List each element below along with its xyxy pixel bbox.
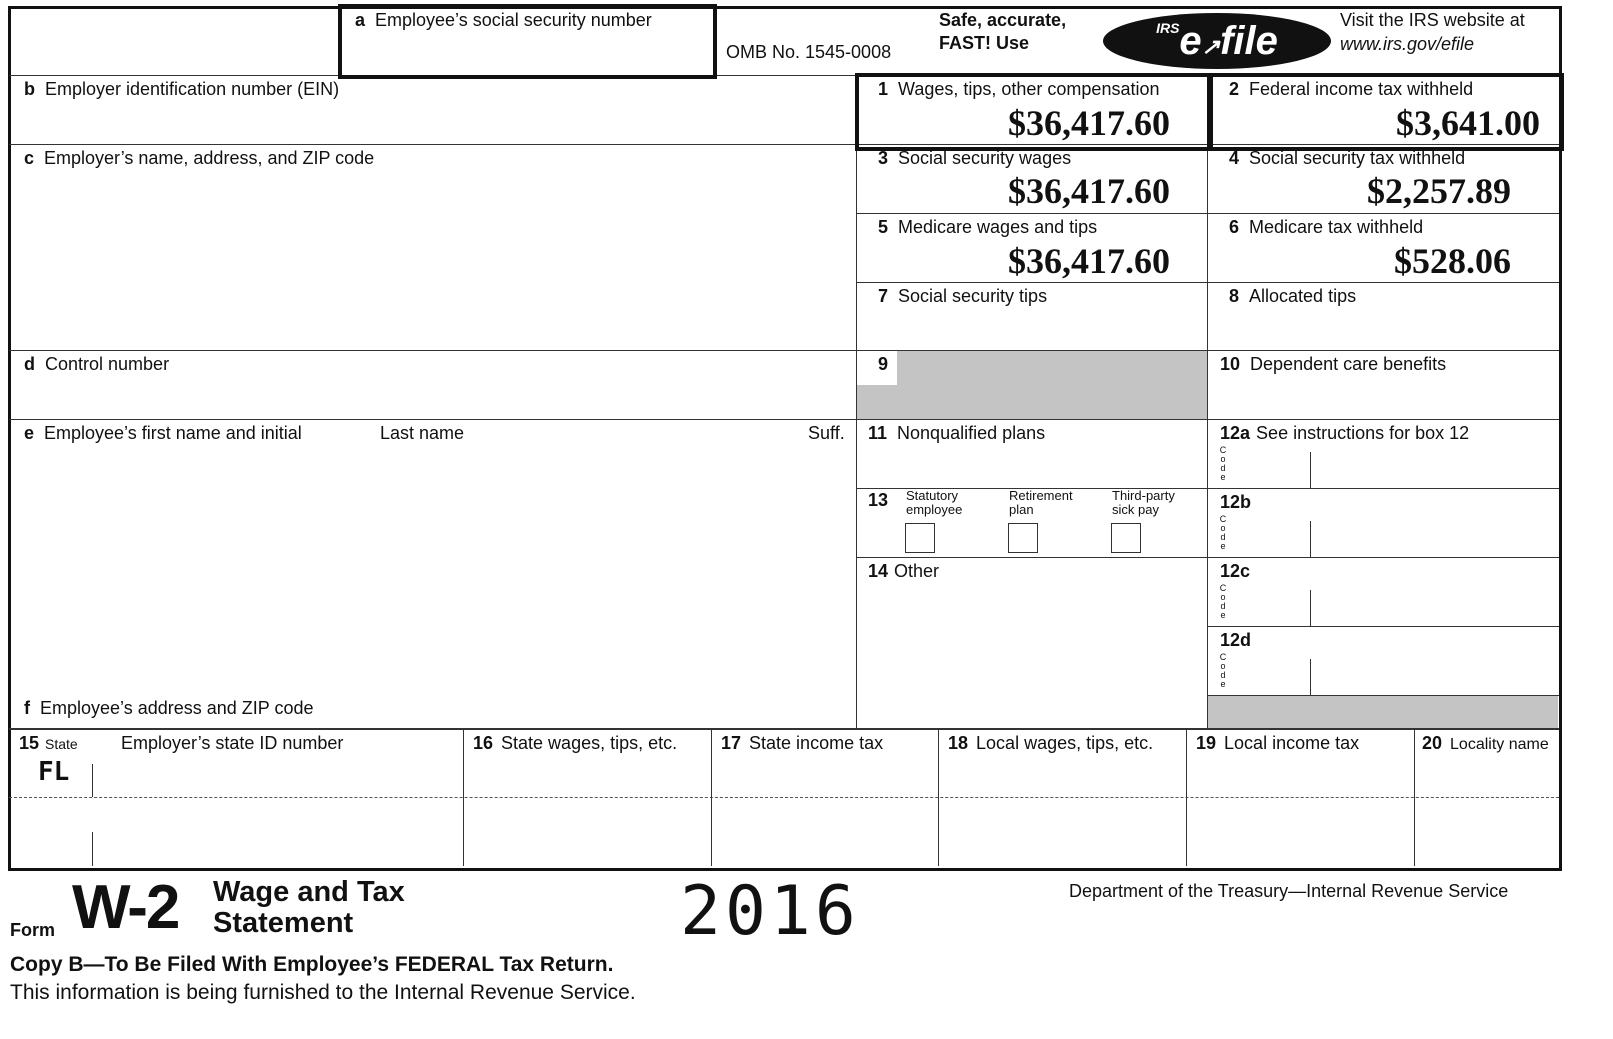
box-7-label: 7 Social security tips (878, 286, 1048, 306)
box-12c-label: 12c (1220, 561, 1251, 581)
box-3-value[interactable]: $36,417.60 (1008, 171, 1170, 211)
box-label: Employer’s name, address, and ZIP code (44, 148, 375, 168)
box-19-label: 19 Local income tax (1196, 733, 1360, 753)
box-e-employee-name[interactable] (24, 423, 302, 444)
box-letter: c (24, 148, 35, 168)
box-9-label: 9 (878, 354, 889, 374)
box-20-label: 20 Locality name (1422, 733, 1549, 753)
code-label: C o d e (1219, 583, 1227, 620)
retirement-plan-checkbox[interactable] (1008, 523, 1038, 553)
box-12d-label: 12d (1220, 630, 1252, 650)
box-16-label: 16 State wages, tips, etc. (473, 733, 678, 753)
box-15-state-value[interactable]: FL (38, 757, 70, 787)
box-letter: f (24, 698, 30, 718)
omb-number: OMB No. 1545-0008 (726, 42, 892, 62)
statutory-label: Statutory employee (906, 488, 963, 517)
box-5-label: 5 Medicare wages and tips (878, 217, 1098, 237)
box-f-address[interactable] (24, 698, 314, 719)
irs-visit-text: Visit the IRS website at (1340, 10, 1525, 30)
box-15-label: 15 State (19, 733, 78, 753)
box-letter: a (355, 10, 366, 30)
code-label: C o d e (1219, 514, 1227, 551)
irs-info-text: This information is being furnished to the Internal Revenue Service. (10, 981, 636, 1004)
department-text: Department of the Treasury—Internal Revenue Service (1069, 881, 1509, 901)
box-9-shaded (897, 351, 1207, 419)
box-3-label: 3 Social security wages (878, 148, 1072, 168)
box-b-ein[interactable] (24, 79, 339, 100)
code-label: C o d e (1219, 445, 1227, 482)
irs-efile-link[interactable]: www.irs.gov/efile (1340, 34, 1475, 54)
box-1-label: 1 Wages, tips, other compensation (878, 79, 1160, 99)
irs-efile-logo: $^{IRS}$e↗file (1103, 13, 1331, 69)
retirement-label: Retirement plan (1009, 488, 1073, 517)
box-8-label: 8 Allocated tips (1229, 286, 1357, 306)
third-party-label: Third-party sick pay (1112, 488, 1175, 517)
statutory-employee-checkbox[interactable] (905, 523, 935, 553)
efile-tagline-2: FAST! Use (939, 33, 1030, 53)
box-1-value[interactable]: $36,417.60 (1008, 103, 1170, 143)
efile-tagline-1: Safe, accurate, (939, 10, 1067, 30)
form-label: Form (10, 920, 55, 940)
box-letter: b (24, 79, 35, 99)
box-12-shaded (1208, 696, 1558, 728)
box-2-label: 2 Federal income tax withheld (1229, 79, 1474, 99)
box-a-label: Employee’s social security number (375, 10, 652, 30)
box-2-value[interactable]: $3,641.00 (1396, 103, 1540, 143)
form-title-1: Wage and Tax (213, 876, 405, 908)
box-letter: e (24, 423, 35, 443)
box-e-suffix: Suff. (808, 423, 845, 443)
box-label: Control number (45, 354, 170, 374)
box-12b-label: 12b (1220, 492, 1252, 512)
copy-b-text: Copy B—To Be Filed With Employee’s FEDERAL Tax Return. (10, 953, 614, 976)
box-4-value[interactable]: $2,257.89 (1367, 171, 1511, 211)
box-letter: d (24, 354, 35, 374)
box-6-value[interactable]: $528.06 (1394, 241, 1511, 281)
box-5-value[interactable]: $36,417.60 (1008, 241, 1170, 281)
box-4-label: 4 Social security tax withheld (1229, 148, 1466, 168)
form-title-2: Statement (213, 907, 354, 939)
box-a-field[interactable] (355, 10, 652, 31)
box-c-employer[interactable] (24, 148, 374, 169)
form-name: W-2 (72, 873, 179, 942)
box-11-label: 11 Nonqualified plans (868, 423, 1046, 443)
third-party-sick-pay-checkbox[interactable] (1111, 523, 1141, 553)
box-label: Employee’s address and ZIP code (40, 698, 314, 718)
box-13-label: 13 (868, 490, 889, 510)
box-14-label: 14 Other (868, 561, 940, 581)
code-label: C o d e (1219, 652, 1227, 689)
box-12a-label: 12a See instructions for box 12 (1220, 423, 1470, 443)
box-e-last-name: Last name (380, 423, 465, 443)
box-15-state-id-label: Employer’s state ID number (121, 733, 344, 753)
box-label: Employee’s first name and initial (44, 423, 302, 443)
box-18-label: 18 Local wages, tips, etc. (948, 733, 1154, 753)
box-label: Employer identification number (EIN) (45, 79, 340, 99)
box-10-label: 10 Dependent care benefits (1220, 354, 1447, 374)
box-6-label: 6 Medicare tax withheld (1229, 217, 1424, 237)
box-d-control[interactable] (24, 354, 169, 375)
box-17-label: 17 State income tax (721, 733, 884, 753)
tax-year: 2016 (680, 872, 860, 951)
